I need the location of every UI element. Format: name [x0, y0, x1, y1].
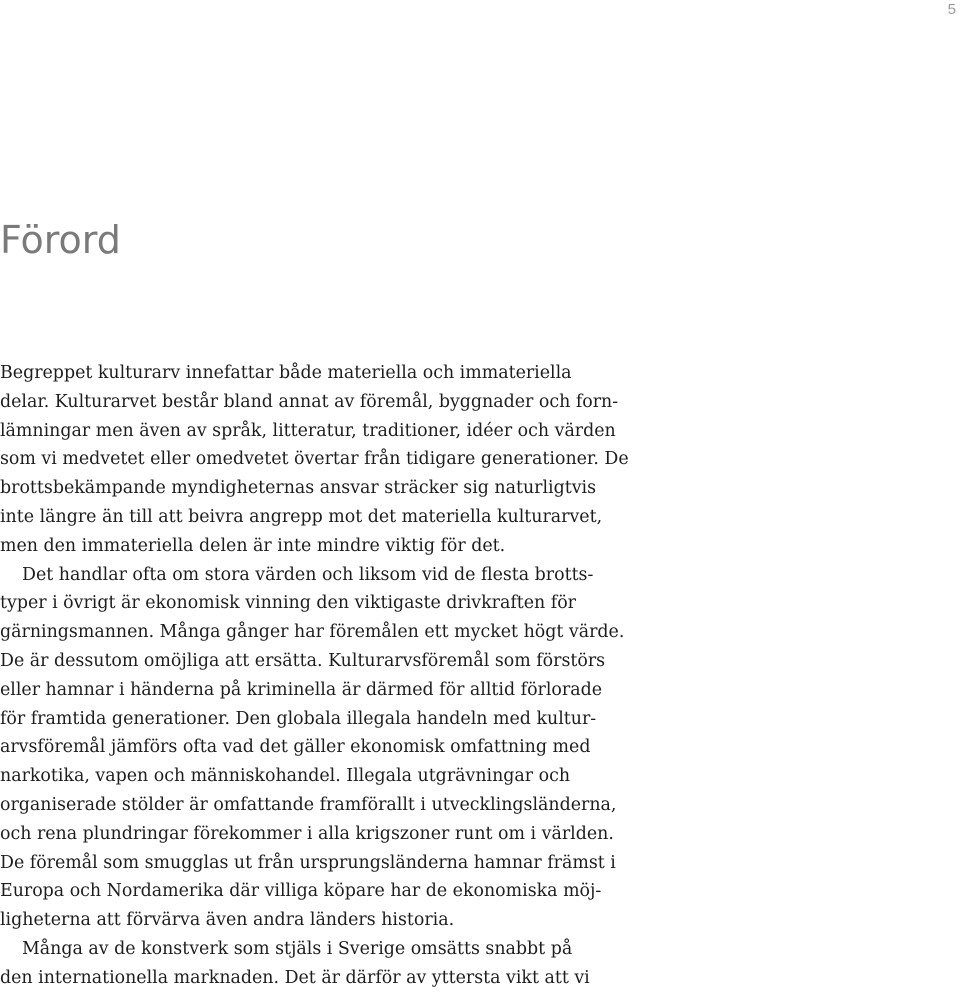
- text-line: Det handlar ofta om stora värden och liksom vid de flesta brotts-: [22, 564, 594, 585]
- body-text: [0, 359, 640, 993]
- text-line: men den immateriella delen är inte mindre viktig för det.: [0, 535, 506, 556]
- text-line: gärningsmannen. Många gånger har föremålen ett mycket högt värde.: [0, 622, 625, 643]
- text-line: Begreppet kulturarv innefattar både materiella och immateriella: [0, 363, 572, 383]
- text-line: arvsföremål jämförs ofta vad det gäller ekonomisk omfattning med: [0, 737, 591, 758]
- text-line: De föremål som smugglas ut från ursprungsländerna hamnar främst i: [0, 852, 616, 873]
- text-line: den internationella marknaden. Det är därför av yttersta vikt att vi: [0, 967, 590, 988]
- text-line: för framtida generationer. Den globala illegala handeln med kultur-: [0, 708, 597, 729]
- text-line: och rena plundringar förekommer i alla krigszoner runt om i världen.: [0, 823, 614, 844]
- text-line: eller hamnar i händerna på kriminella är därmed för alltid förlorade: [0, 679, 602, 700]
- text-line: narkotika, vapen och människohandel. Illegala utgrävningar och: [0, 766, 571, 787]
- text-line: inte längre än till att beivra angrepp mot det materiella kulturarvet,: [0, 506, 603, 527]
- text-line: organiserade stölder är omfattande framförallt i utvecklingsländerna,: [0, 794, 617, 815]
- page-title: Förord: [0, 218, 121, 262]
- text-line: ligheterna att förvärva även andra länders historia.: [0, 910, 455, 931]
- page-number: 5: [947, 1, 956, 18]
- text-line: brottsbekämpande myndigheternas ansvar sträcker sig naturligtvis: [0, 478, 597, 499]
- text-line: typer i övrigt är ekonomisk vinning den viktigaste drivkraften för: [0, 593, 576, 614]
- text-line: De är dessutom omöjliga att ersätta. Kulturarvsföremål som förstörs: [0, 650, 606, 671]
- text-line: lämningar men även av språk, litteratur, traditioner, idéer och värden: [0, 420, 616, 441]
- text-line: Många av de konstverk som stjäls i Sverige omsätts snabbt på: [22, 938, 573, 959]
- text-line: Europa och Nordamerika där villiga köpare har de ekonomiska möj-: [0, 881, 602, 902]
- text-line: delar. Kulturarvet består bland annat av föremål, byggnader och forn-: [0, 391, 619, 412]
- text-line: som vi medvetet eller omedvetet övertar från tidigare generationer. De: [0, 449, 629, 470]
